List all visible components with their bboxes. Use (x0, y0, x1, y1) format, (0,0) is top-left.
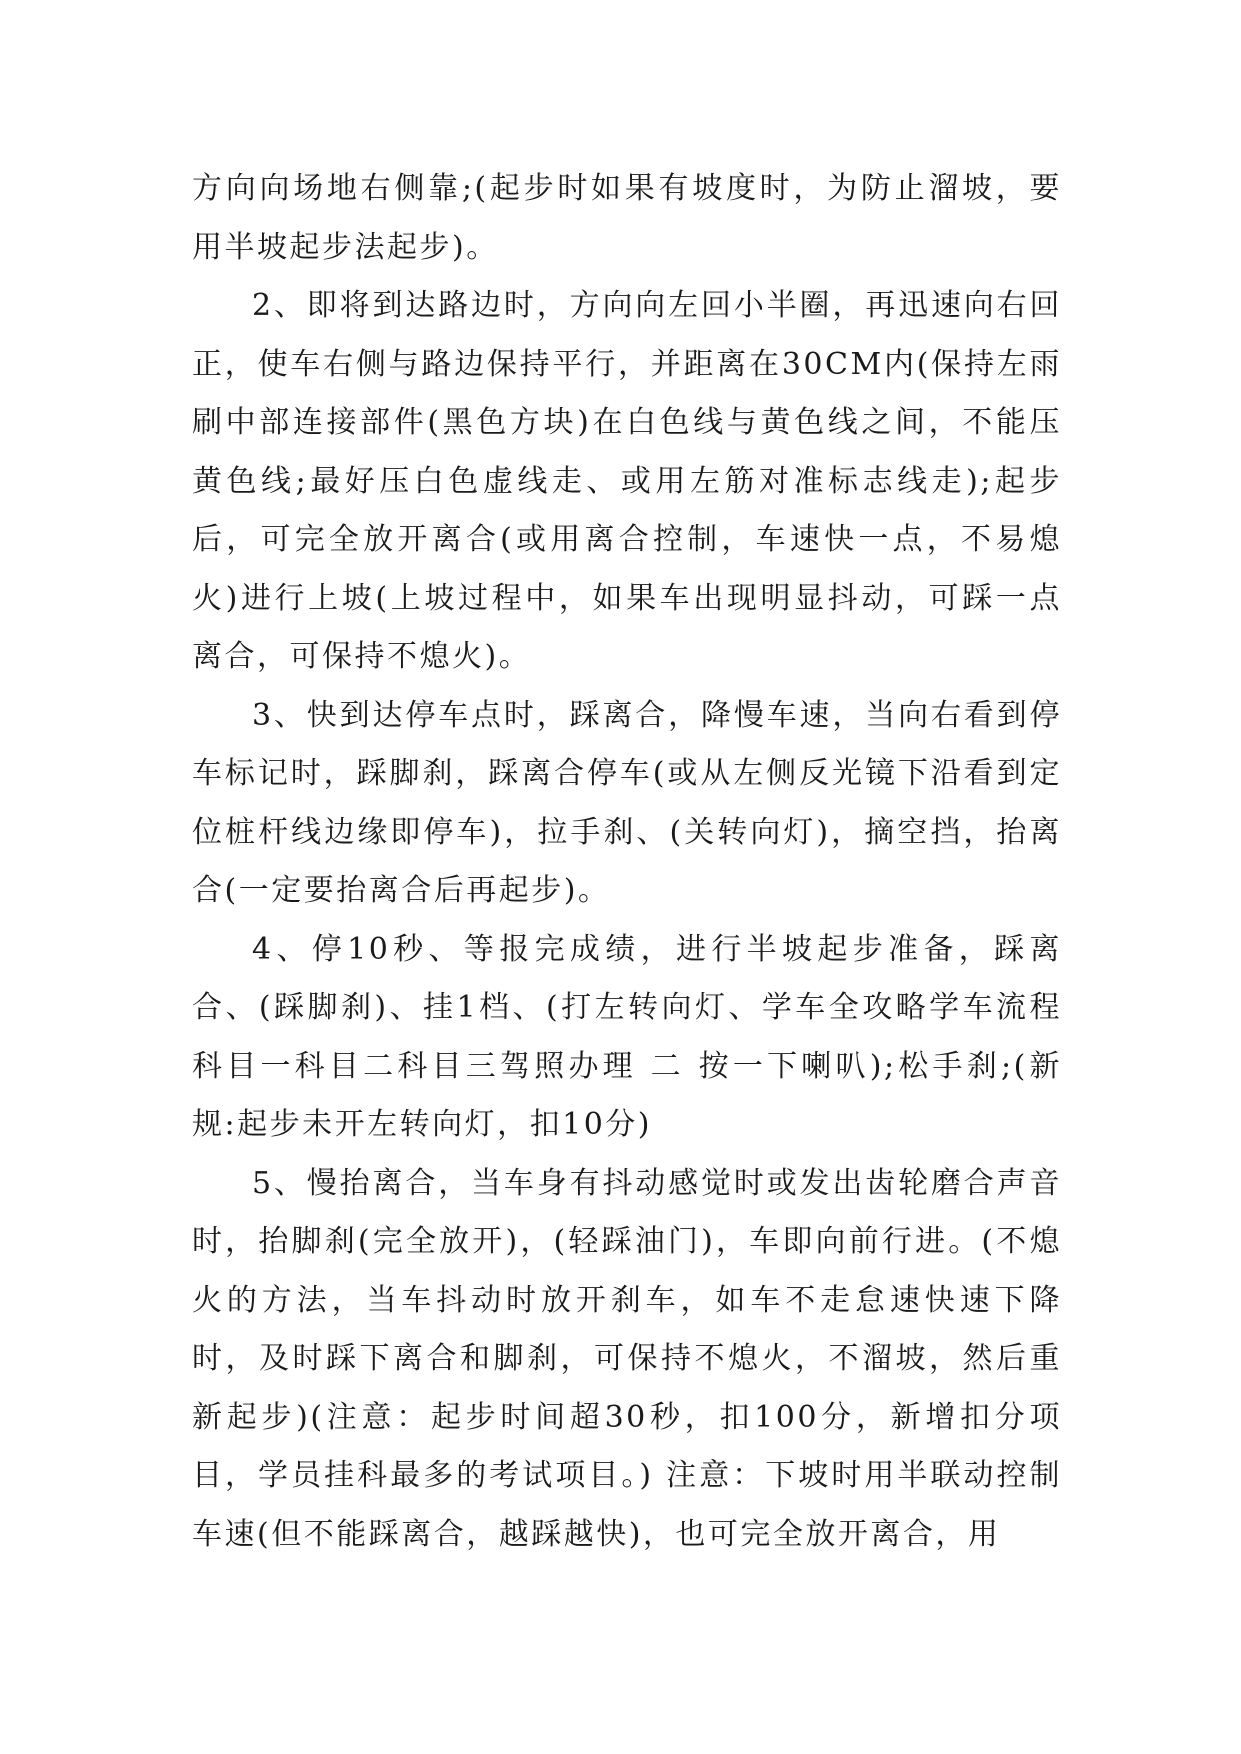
paragraph-2: 2、即将到达路边时，方向向左回小半圈，再迅速向右回正，使车右侧与路边保持平行，并距离在30CM内(保持左雨刷中部连接部件(黑色方块)在白色线与黄色线之间，不能压黄色线;最好压白色虚线走、或用左筋对准标志线走);起步后，可完全放开离合(或用离合控制，车速快一点，不易熄火)进行上坡(上坡过程中，如果车出现明显抖动，可踩一点离合，可保持不熄火)。 (192, 288, 1062, 674)
paragraph-3: 3、快到达停车点时，踩离合，降慢车速，当向右看到停车标记时，踩脚刹，踩离合停车(或从左侧反光镜下沿看到定位桩杆线边缘即停车)，拉手刹、(关转向灯)，摘空挡，抬离合(一定要抬离合后再起步)。 (192, 697, 1062, 908)
paragraph-5: 5、慢抬离合，当车身有抖动感觉时或发出齿轮磨合声音时，抬脚刹(完全放开)，(轻踩油门)，车即向前行进。(不熄火的方法，当车抖动时放开刹车，如车不走怠速快速下降时，及时踩下离合和脚刹，可保持不熄火，不溜坡，然后重新起步)(注意：起步时间超30秒，扣100分，新增扣分项目，学员挂科最多的考试项目。) 注意：下坡时用半联动控制车速(但不能踩离合，越踩越快)，也可完全放开离合，用 (192, 1165, 1062, 1552)
paragraph-1: 方向向场地右侧靠;(起步时如果有坡度时，为防止溜坡，要用半坡起步法起步)。 (192, 171, 1062, 265)
paragraph-4: 4、停10秒、等报完成绩，进行半坡起步准备，踩离合、(踩脚刹)、挂1档、(打左转向灯、学车全攻略学车流程科目一科目二科目三驾照办理 二 按一下喇叭);松手刹;(新规:起步未开左转向灯，扣10分) (192, 931, 1062, 1142)
document-body (192, 160, 1062, 1564)
